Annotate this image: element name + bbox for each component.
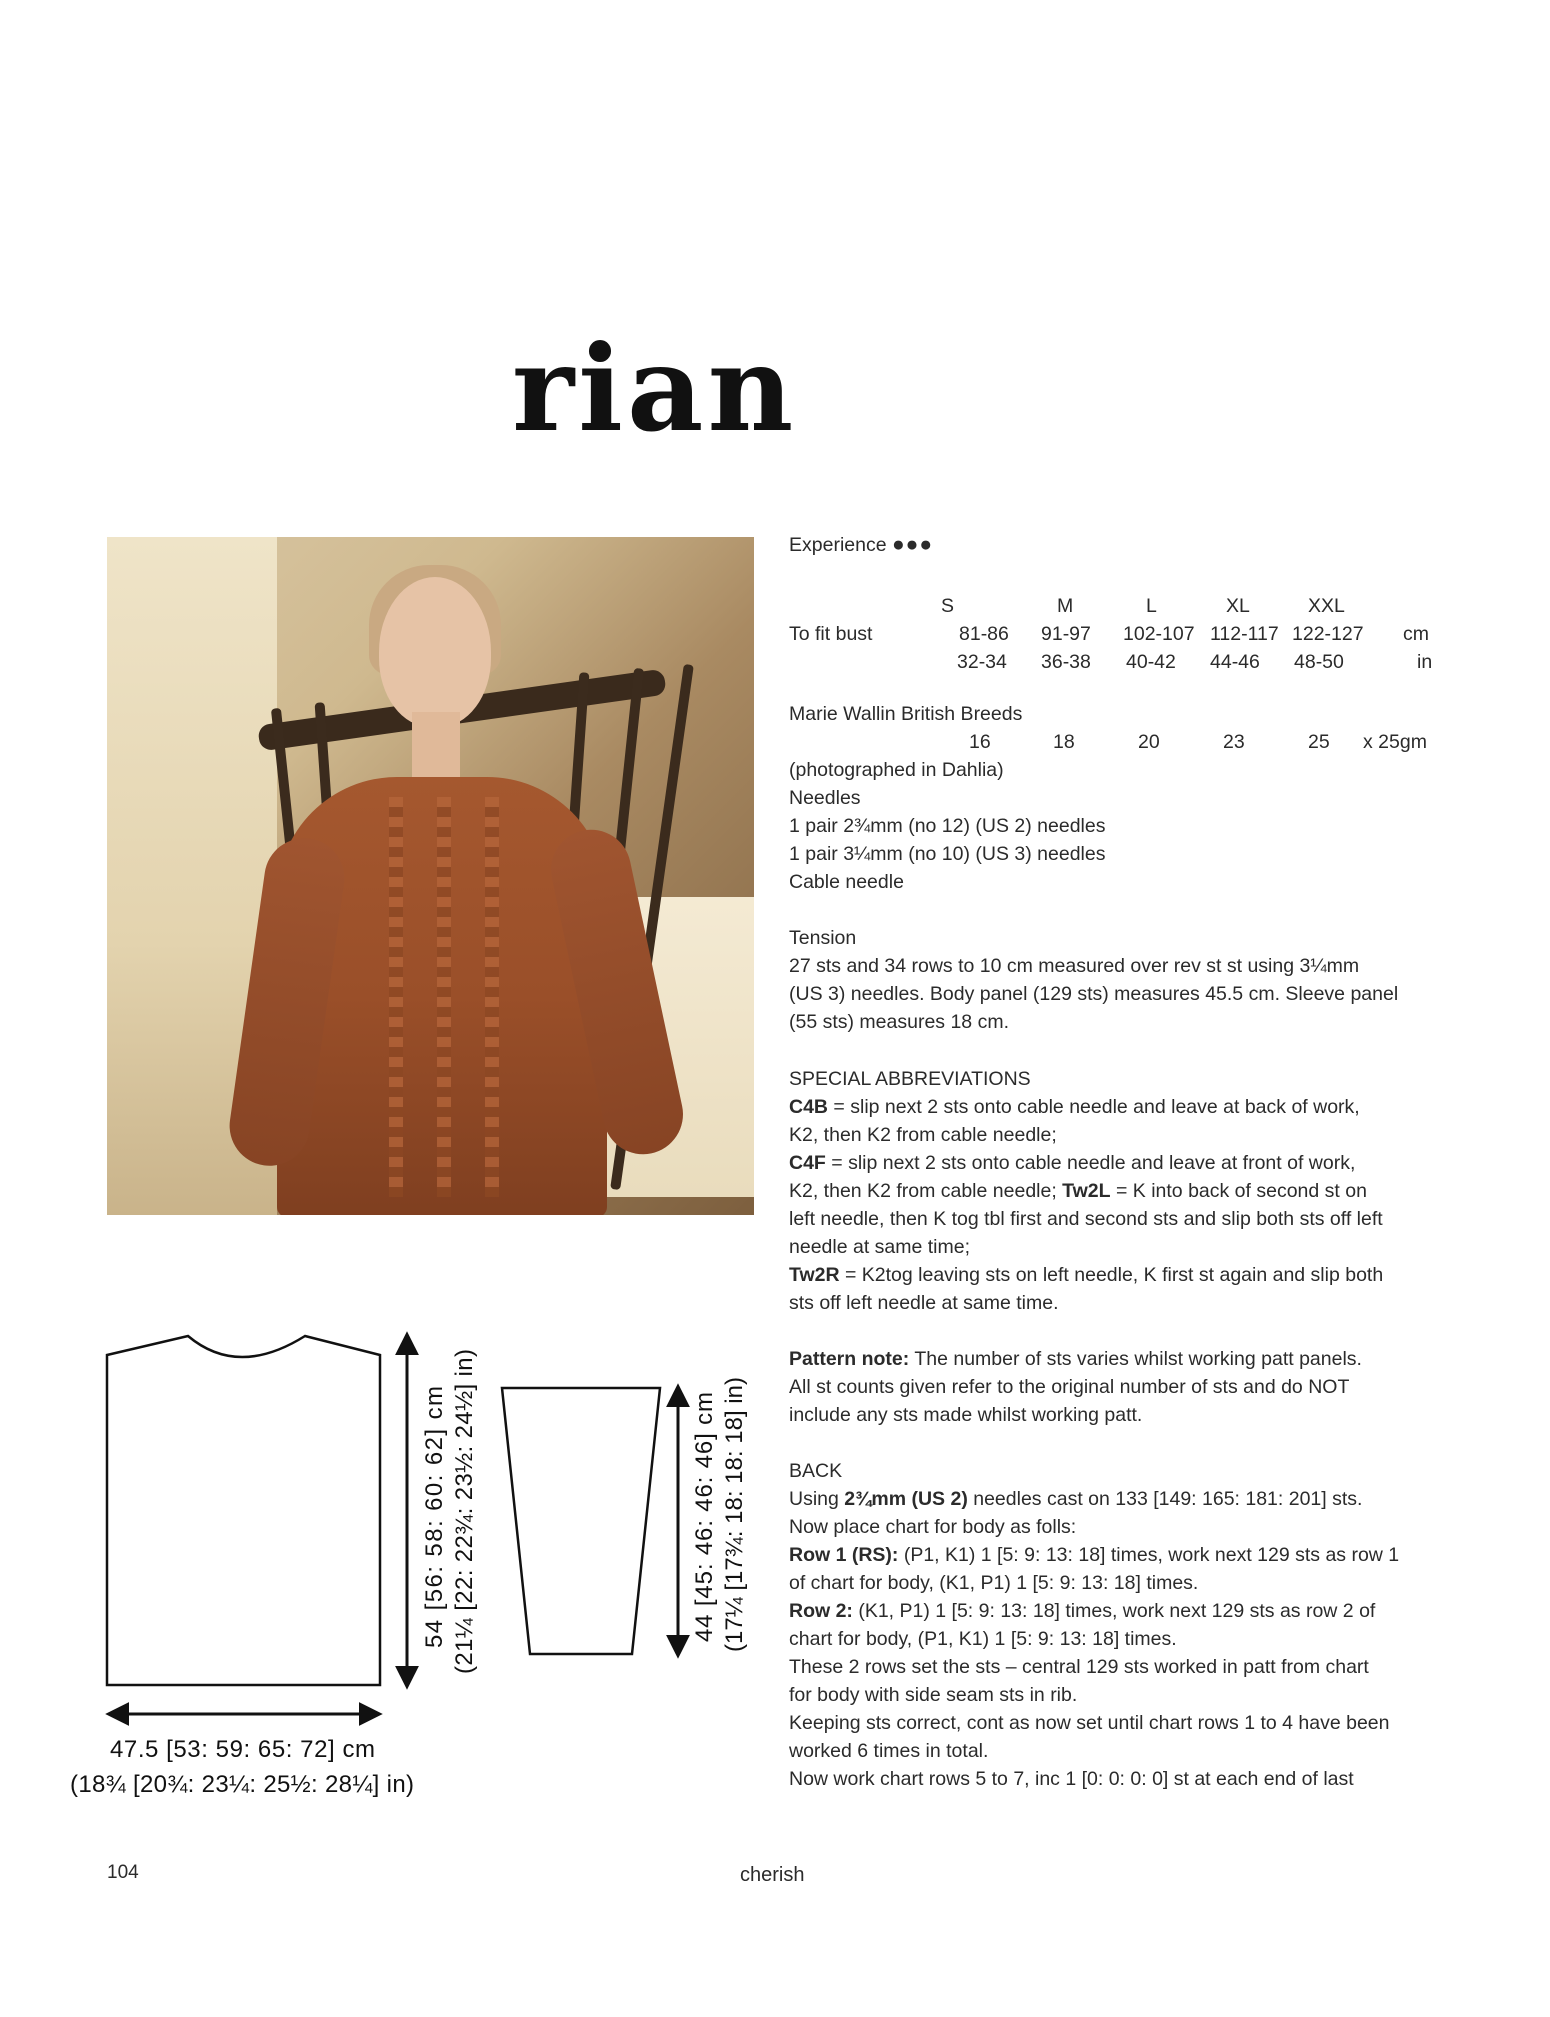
pattern-note-text: All st counts given refer to the original number of sts and do NOT	[789, 1376, 1350, 1398]
bust-label: To fit bust	[789, 623, 873, 645]
back-line: of chart for body, (K1, P1) 1 [5: 9: 13: 18] times.	[789, 1572, 1199, 1594]
back-line: worked 6 times in total.	[789, 1740, 989, 1762]
yarn-quantity: 16	[969, 731, 991, 753]
pattern-note-text: The number of sts varies whilst working patt panels.	[909, 1348, 1362, 1370]
needle-item: Cable needle	[789, 871, 904, 893]
model-photo	[107, 537, 754, 1215]
yarn-quantity: 18	[1053, 731, 1075, 753]
back-line: Keeping sts correct, cont as now set until chart rows 1 to 4 have been	[789, 1712, 1390, 1734]
pattern-note-text: include any sts made whilst working patt.	[789, 1404, 1143, 1426]
body-length-in: (21¼ [22: 22¾: 23½: 24½] in)	[451, 1349, 478, 1674]
bust-in-unit: in	[1417, 651, 1433, 673]
sweater-cable	[437, 797, 451, 1197]
bust-in-value: 44-46	[1210, 651, 1260, 673]
abbrev-c4f-tw2l	[789, 1177, 1449, 1205]
size-header-row	[789, 592, 1449, 620]
sleeve-length-cm: 44 [45: 46: 46: 46] cm	[691, 1392, 718, 1642]
back-text: needles cast on 133 [149: 165: 181: 201] sts.	[967, 1488, 1363, 1510]
page-number: 104	[107, 1862, 139, 1883]
abbrev-def: K2, then K2 from cable needle;	[789, 1180, 1063, 1202]
sleeve-outline	[502, 1388, 660, 1654]
abbrev-term: Tw2L	[1062, 1180, 1111, 1202]
back-text: Using	[789, 1488, 845, 1510]
abbrev-def: sts off left needle at same time.	[789, 1292, 1059, 1314]
book-title: cherish	[740, 1864, 805, 1886]
back-row1	[789, 1541, 1449, 1569]
pattern-note	[789, 1345, 1449, 1373]
back-row2	[789, 1597, 1449, 1625]
bust-cm-row	[789, 620, 1449, 648]
row-label: Row 2:	[789, 1600, 853, 1622]
bust-cm-value: 102-107	[1123, 623, 1195, 645]
abbrev-c4f	[789, 1149, 1449, 1177]
back-line: for body with side seam sts in rib.	[789, 1684, 1078, 1706]
bust-cm-value: 112-117	[1210, 623, 1279, 645]
bust-cm-value: 81-86	[959, 623, 1009, 645]
bust-in-row	[789, 648, 1449, 676]
abbrev-def: = K2tog leaving sts on left needle, K first st again and slip both	[839, 1264, 1384, 1286]
experience-line	[789, 531, 1449, 559]
tension-line: (55 sts) measures 18 cm.	[789, 1011, 1009, 1033]
abbreviations-heading: SPECIAL ABBREVIATIONS	[789, 1068, 1031, 1090]
sweater-cable	[389, 797, 403, 1197]
abbrev-term: C4B	[789, 1096, 829, 1118]
abbrev-term: Tw2R	[789, 1264, 840, 1286]
bust-in-value: 48-50	[1294, 651, 1344, 673]
yarn-unit: x 25gm	[1363, 731, 1427, 753]
experience-dots: ●●●	[891, 533, 934, 556]
experience-label: Experience	[789, 534, 887, 556]
abbrev-def: needle at same time;	[789, 1236, 971, 1258]
size-header: M	[1057, 595, 1074, 617]
back-line: chart for body, (P1, K1) 1 [5: 9: 13: 18] times.	[789, 1628, 1177, 1650]
yarn-note: (photographed in Dahlia)	[789, 759, 1004, 781]
size-header: XXL	[1308, 595, 1345, 617]
needle-item: 1 pair 2¾mm (no 12) (US 2) needles	[789, 815, 1106, 837]
bust-in-value: 40-42	[1126, 651, 1176, 673]
yarn-name: Marie Wallin British Breeds	[789, 703, 1023, 725]
body-width-in: (18¾ [20¾: 23¼: 25½: 28¼] in)	[70, 1771, 414, 1798]
yarn-quantity: 25	[1308, 731, 1330, 753]
abbrev-def: = slip next 2 sts onto cable needle and leave at front of work,	[825, 1152, 1356, 1174]
model-neck	[412, 712, 460, 782]
abbrev-term: C4F	[789, 1152, 826, 1174]
schematic-diagrams	[60, 1320, 780, 1820]
back-line: These 2 rows set the sts – central 129 sts worked in patt from chart	[789, 1656, 1369, 1678]
schematic-svg	[60, 1320, 780, 1820]
back-text: (K1, P1) 1 [5: 9: 13: 18] times, work next 129 sts as row 2 of	[852, 1600, 1376, 1622]
back-text: (P1, K1) 1 [5: 9: 13: 18] times, work next 129 sts as row 1	[898, 1544, 1400, 1566]
body-length-cm: 54 [56: 58: 60: 62] cm	[421, 1386, 448, 1648]
tension-line: (US 3) needles. Body panel (129 sts) measures 45.5 cm. Sleeve panel	[789, 983, 1399, 1005]
size-header: L	[1146, 595, 1157, 617]
tension-heading: Tension	[789, 927, 857, 949]
bust-in-value: 32-34	[957, 651, 1007, 673]
abbrev-def: left needle, then K tog tbl first and second sts and slip both sts off left	[789, 1208, 1383, 1230]
back-line: Now work chart rows 5 to 7, inc 1 [0: 0: 0: 0] st at each end of last	[789, 1768, 1354, 1790]
yarn-quantity: 23	[1223, 731, 1245, 753]
yarn-quantity: 20	[1138, 731, 1160, 753]
size-header: XL	[1226, 595, 1250, 617]
pattern-note-label: Pattern note:	[789, 1348, 910, 1370]
tension-line: 27 sts and 34 rows to 10 cm measured over rev st st using 3¼mm	[789, 955, 1360, 977]
body-width-cm: 47.5 [53: 59: 65: 72] cm	[110, 1736, 375, 1763]
body-outline	[107, 1336, 380, 1685]
bust-in-value: 36-38	[1041, 651, 1091, 673]
row-label: Row 1 (RS):	[789, 1544, 899, 1566]
back-line: Now place chart for body as folls:	[789, 1516, 1077, 1538]
back-heading: BACK	[789, 1460, 843, 1482]
abbrev-tw2r	[789, 1261, 1449, 1289]
abbrev-def: = K into back of second st on	[1110, 1180, 1367, 1202]
yarn-quantity-row	[789, 728, 1449, 756]
bust-cm-value: 122-127	[1292, 623, 1364, 645]
bust-cm-value: 91-97	[1041, 623, 1091, 645]
abbrev-c4b	[789, 1093, 1449, 1121]
sleeve-length-in: (17¼ [17¾: 18: 18: 18] in)	[721, 1377, 748, 1652]
abbrev-def: K2, then K2 from cable needle;	[789, 1124, 1057, 1146]
back-line	[789, 1485, 1449, 1513]
model-face	[379, 577, 491, 727]
sweater-cable	[485, 797, 499, 1197]
abbrev-def: = slip next 2 sts onto cable needle and leave at back of work,	[828, 1096, 1360, 1118]
pattern-title: rian	[512, 319, 798, 458]
back-needle-size: 2¾mm (US 2)	[844, 1488, 968, 1510]
bust-cm-unit: cm	[1403, 623, 1429, 645]
size-header: S	[941, 595, 955, 617]
needle-item: 1 pair 3¼mm (no 10) (US 3) needles	[789, 843, 1106, 865]
needles-heading: Needles	[789, 787, 861, 809]
